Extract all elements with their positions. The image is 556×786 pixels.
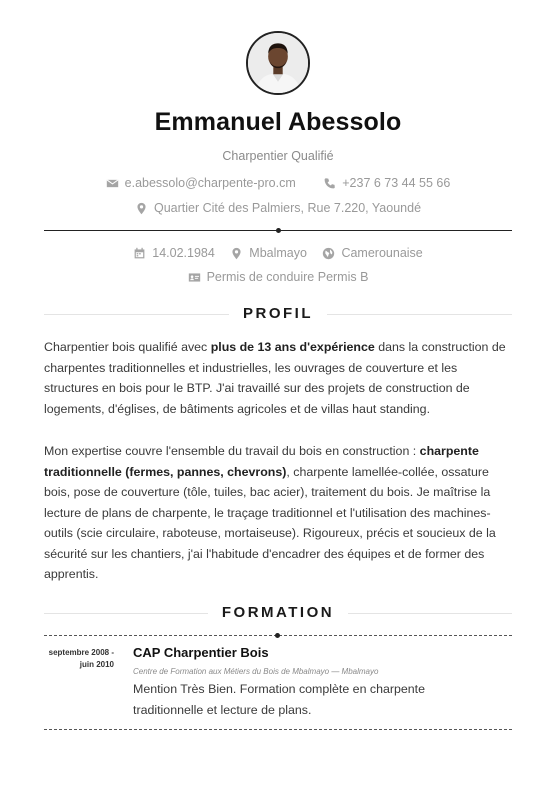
profile-paragraph-1 bbox=[44, 337, 514, 419]
email-text: e.abessolo@charpente-pro.cm bbox=[124, 176, 296, 190]
id-card-icon bbox=[188, 271, 201, 284]
nationality-item bbox=[322, 246, 422, 260]
address-line bbox=[0, 201, 556, 218]
birth-place-item bbox=[230, 246, 307, 260]
envelope-icon bbox=[106, 177, 119, 190]
divider-dot bbox=[276, 228, 281, 233]
profile-p2-text-c: , charpente lamellée-collée, ossature bois, pose de couverture (tôle, tuiles, bac acier), traitement du bois. Je maîtrise la lecture de plans de charpente, le traçage traditionnel et l'utilisation des machines-outils (scie circulaire, raboteuse, mortaiseuse). Rigoureux, précis et soucieux de la sécurité sur les chantiers, j'ai l'habitude d'encadrer des équipes et de former des apprentis. bbox=[44, 464, 496, 581]
license-item bbox=[188, 270, 369, 284]
birth-date-item bbox=[133, 246, 215, 260]
border-dot bbox=[275, 633, 280, 638]
profile-p2-text-a: Mon expertise couvre l'ensemble du travail du bois en construction : bbox=[44, 444, 420, 458]
profile-p1-text-c: dans la construction de charpentes traditionnelles et industrielles, les ouvrages de couverture et les structures en bois pour le BTP. J'ai travaillé sur des projets de construction de logements, d'églises, de bâtiments agricoles et de villas haut standing. bbox=[44, 340, 506, 416]
education-date-start: septembre 2008 - bbox=[48, 648, 114, 657]
phone-item[interactable] bbox=[323, 176, 450, 190]
education-degree: CAP Charpentier Bois bbox=[133, 645, 269, 660]
person-name: Emmanuel Abessolo bbox=[154, 108, 402, 136]
profile-heading: PROFIL bbox=[229, 305, 327, 322]
address-item bbox=[135, 201, 421, 215]
license-line bbox=[0, 270, 556, 287]
education-description: Mention Très Bien. Formation complète en charpente traditionnelle et lecture de plans. bbox=[133, 682, 426, 717]
header-divider bbox=[44, 230, 512, 231]
education-heading: FORMATION bbox=[208, 604, 348, 621]
license-text: Permis de conduire Permis B bbox=[206, 270, 369, 284]
map-pin-icon bbox=[135, 202, 148, 215]
profile-p1-text-a: Charpentier bois qualifié avec bbox=[44, 340, 211, 354]
education-date bbox=[30, 647, 114, 671]
profile-p2-highlight: charpente traditionnelle (fermes, pannes, chevrons) bbox=[44, 444, 479, 479]
education-bottom-border bbox=[44, 729, 512, 730]
contact-line bbox=[0, 176, 556, 193]
education-date-end: juin 2010 bbox=[79, 660, 114, 669]
education-top-border bbox=[44, 635, 512, 636]
globe-icon bbox=[322, 247, 335, 260]
personal-info-line bbox=[0, 246, 556, 263]
birth-date-text: 14.02.1984 bbox=[152, 246, 215, 260]
education-section-title bbox=[44, 604, 512, 624]
address-text: Quartier Cité des Palmiers, Rue 7.220, Yaoundé bbox=[153, 201, 422, 215]
job-title: Charpentier Qualifié bbox=[222, 149, 334, 163]
nationality-text: Camerounaise bbox=[341, 246, 423, 260]
email-item[interactable] bbox=[106, 176, 296, 190]
map-pin-icon bbox=[230, 247, 243, 260]
profile-p1-highlight: plus de 13 ans d'expérience bbox=[210, 340, 375, 354]
phone-text: +237 6 73 44 55 66 bbox=[342, 176, 451, 190]
phone-icon bbox=[323, 177, 336, 190]
birth-place-text: Mbalmayo bbox=[249, 246, 307, 260]
profile-section-title bbox=[44, 305, 512, 325]
avatar bbox=[246, 31, 310, 95]
profile-photo bbox=[248, 33, 308, 93]
education-school: Centre de Formation aux Métiers du Bois de Mbalmayo — Mbalmayo bbox=[133, 667, 379, 676]
calendar-icon bbox=[133, 247, 146, 260]
profile-paragraph-2 bbox=[44, 441, 514, 585]
